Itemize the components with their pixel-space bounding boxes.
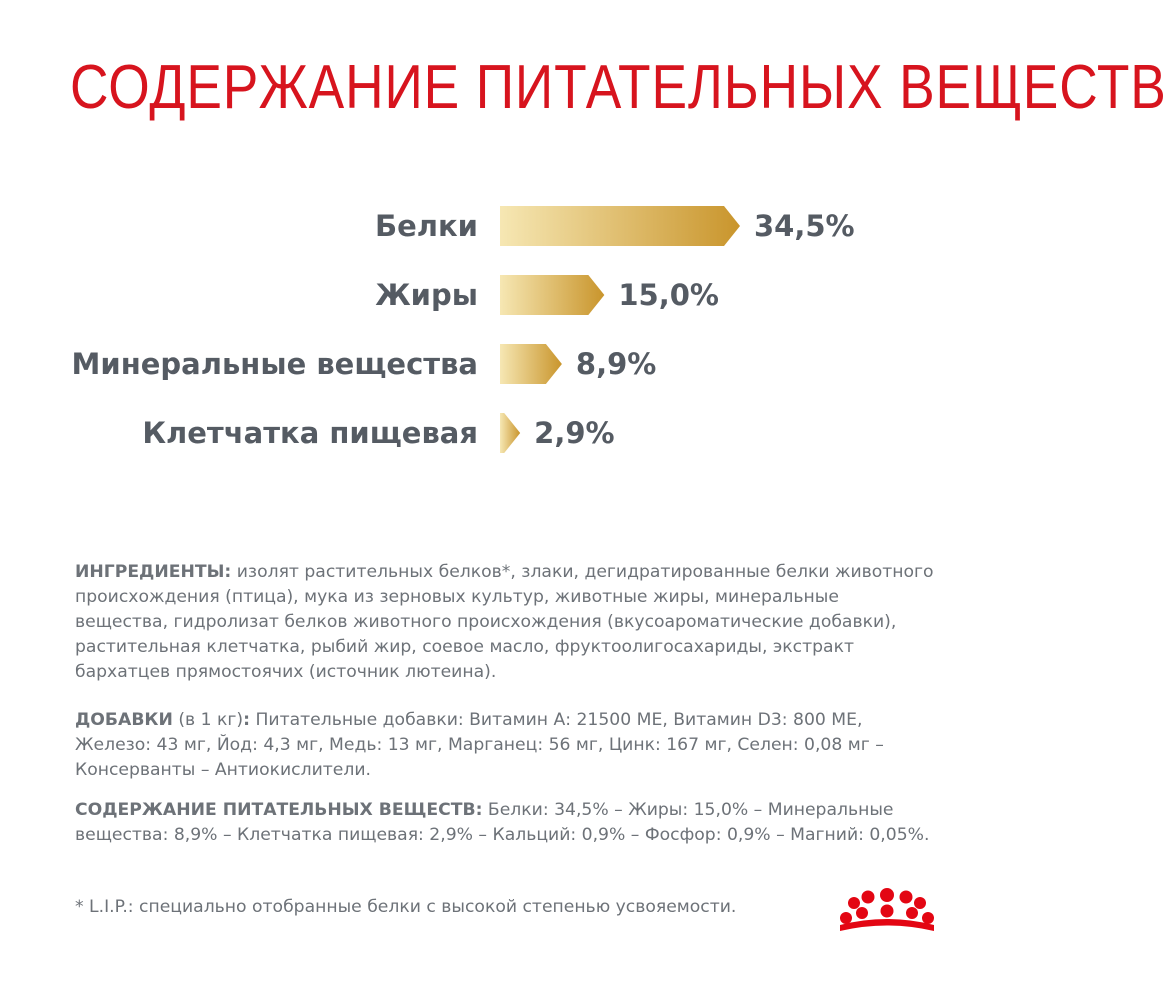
value-label: 15,0% — [618, 278, 719, 312]
additives-text — [75, 708, 935, 783]
additives-label: ДОБАВКИ — [75, 710, 173, 730]
logo-dot — [900, 891, 913, 904]
additives-body: Питательные добавки: Витамин А: 21500 МЕ, Витамин D3: 800 МЕ, Железо: 43 мг, Йод: 4,3 мг, Медь: 13 мг, Марганец: 56 мг, Цинк: 167 мг, Селен: 0,08 мг – Консерванты – Антиокислители. — [75, 710, 884, 780]
bar-2 — [500, 344, 562, 384]
logo-dot — [848, 897, 860, 909]
royal-canin-crown-icon — [832, 885, 942, 945]
bar-1 — [500, 275, 604, 315]
category-label: Белки — [374, 209, 478, 243]
value-label: 8,9% — [575, 347, 657, 381]
nutrient-bar-chart — [0, 190, 1000, 470]
ingredients-label: ИНГРЕДИЕНТЫ: — [75, 562, 232, 582]
logo-dot — [906, 907, 918, 919]
bar-3 — [500, 413, 520, 453]
nutrients-text — [75, 798, 935, 848]
value-label: 2,9% — [534, 416, 615, 450]
logo-arc — [840, 919, 934, 931]
category-label: Жиры — [375, 278, 478, 312]
logo-dot — [880, 888, 894, 902]
logo-dot — [840, 912, 852, 924]
additives-colon: : — [243, 710, 251, 730]
value-label: 34,5% — [754, 209, 855, 243]
logo-dot — [914, 897, 926, 909]
footnote: * L.I.P.: специально отобранные белки с высокой степенью усвояемости. — [75, 897, 737, 917]
bar-0 — [500, 206, 740, 246]
category-label: Минеральные вещества — [71, 347, 478, 381]
ingredients-text — [75, 560, 935, 685]
nutrients-body: Белки: 34,5% – Жиры: 15,0% – Минеральные вещества: 8,9% – Клетчатка пищевая: 2,9% – Кальций: 0,9% – Фосфор: 0,9% – Магний: 0,05%. — [75, 800, 930, 845]
ingredients-body: изолят растительных белков*, злаки, дегидратированные белки животного происхождения (птица), мука из зерновых культур, животные жиры, минеральные вещества, гидролизат белков животного происхождения (вкусоароматические добавки), растительная клетчатка, рыбий жир, соевое масло, фруктоолигосахариды, экстракт бархатцев прямостоячих (источник лютеина). — [75, 562, 934, 682]
logo-dot — [862, 891, 875, 904]
logo-dot — [881, 905, 894, 918]
additives-unit: (в 1 кг) — [172, 710, 244, 730]
logo-dot — [856, 907, 868, 919]
page-title: СОДЕРЖАНИЕ ПИТАТЕЛЬНЫХ ВЕЩЕСТВ — [70, 53, 1167, 122]
category-label: Клетчатка пищевая — [142, 416, 478, 450]
logo-dot — [922, 912, 934, 924]
nutrients-label: СОДЕРЖАНИЕ ПИТАТЕЛЬНЫХ ВЕЩЕСТВ: — [75, 800, 483, 820]
